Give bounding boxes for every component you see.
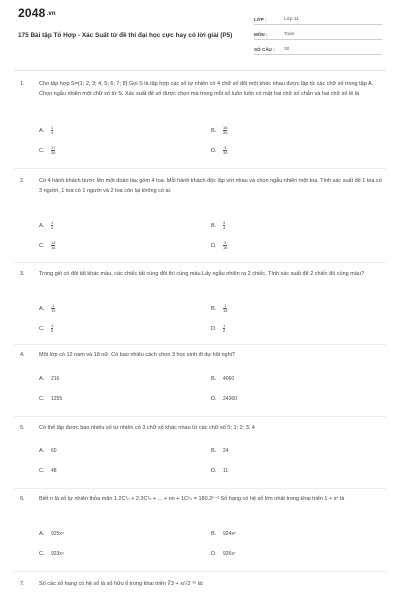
question-7 — [20, 580, 386, 590]
option-a[interactable] — [39, 221, 53, 230]
question-4 — [20, 351, 386, 402]
question-number: 6. — [20, 496, 25, 502]
option-value: 60 — [51, 448, 57, 454]
option-b[interactable] — [211, 304, 227, 313]
fraction-numerator: 1 — [52, 303, 55, 308]
logo-number: 2048 — [18, 6, 46, 20]
option-value: 216 — [51, 376, 60, 382]
logo-domain: .vn — [46, 11, 56, 17]
option-value: 923x⁴ — [51, 551, 64, 557]
question-number: 4. — [20, 352, 25, 358]
fraction-numerator: 1 — [51, 323, 54, 328]
question-divider — [14, 416, 386, 417]
option-b[interactable] — [211, 126, 227, 135]
option-letter: A. — [39, 448, 45, 454]
option-letter: C. — [39, 468, 45, 474]
question-text: Trong giỏ có đôi tất khác màu, các chiếc tất cùng đôi thì cùng màu.Lấy ngẫu nhiên ra 2 chiếc. Tính xác suất để 2 chiếc đó cùng màu? — [39, 271, 365, 277]
fraction — [223, 126, 227, 135]
question-stem — [20, 351, 386, 361]
question-number: 3. — [20, 271, 25, 277]
question-text: Biết n là số tự nhiên thỏa mãn 1.2C¹ₙ + 2.3C²ₙ + ... + nn + 1Cⁿₙ = 180.2ⁿ⁻² Số hạng có hệ số lớn nhất trong khai triển 1 + xⁿ là — [39, 496, 345, 502]
question-3 — [20, 270, 386, 334]
option-letter: B. — [211, 127, 217, 134]
question-stem — [20, 80, 386, 99]
fraction-numerator: 13 — [51, 240, 56, 245]
meta-label: SỐ CÂU : — [254, 47, 275, 52]
fraction-numerator: 1 — [51, 125, 54, 130]
option-letter: B. — [211, 531, 217, 537]
option-letter: C. — [39, 551, 45, 557]
option-letter: B. — [211, 222, 217, 229]
fraction — [51, 324, 53, 333]
option-a[interactable] — [39, 126, 53, 135]
fraction-denominator: 35 — [223, 150, 228, 156]
fraction-denominator: 16 — [223, 245, 228, 251]
question-5 — [20, 424, 386, 474]
meta-value: Toán — [284, 32, 295, 37]
question-divider — [14, 168, 386, 169]
option-b[interactable] — [211, 531, 236, 537]
option-c[interactable] — [39, 468, 57, 474]
fraction-numerator: 18 — [223, 125, 228, 130]
question-text: Một lớp có 12 nam và 18 nữ. Có bao nhiêu cách chọn 3 học sinh đi dự hội nghị? — [39, 352, 235, 358]
question-divider — [14, 262, 386, 263]
option-letter: C. — [39, 147, 45, 154]
option-c[interactable] — [39, 324, 53, 333]
meta-row-count — [254, 40, 382, 55]
option-letter: A. — [39, 305, 45, 312]
fraction — [223, 221, 225, 230]
option-value: 24360 — [223, 396, 237, 402]
fraction-numerator: 3 — [224, 145, 227, 150]
option-b[interactable] — [211, 221, 225, 230]
fraction-denominator: 35 — [223, 130, 228, 136]
meta-value: 30 — [284, 47, 290, 52]
header-divider — [14, 70, 386, 71]
question-divider — [14, 344, 386, 345]
option-a[interactable] — [39, 531, 64, 537]
question-number: 2. — [20, 178, 25, 184]
fraction-numerator: 1 — [224, 303, 227, 308]
fraction-denominator: 19 — [51, 308, 56, 314]
option-letter: A. — [39, 127, 45, 134]
option-d[interactable] — [211, 551, 236, 557]
option-d[interactable] — [211, 396, 237, 402]
question-6 — [20, 495, 386, 557]
option-letter: C. — [39, 325, 45, 332]
question-text: Số các số hạng có hệ số là số hữu tỉ trong khai triển ∛3 + x/√2 ¹⁵ là: — [39, 581, 204, 587]
question-number: 7. — [20, 581, 25, 587]
question-stem — [20, 270, 386, 280]
option-letter: D. — [211, 396, 217, 402]
meta-row-subject — [254, 25, 382, 40]
meta-value: Lớp 11 — [284, 17, 299, 22]
question-number: 5. — [20, 425, 25, 431]
fraction-denominator: 4 — [51, 225, 54, 231]
option-letter: A. — [39, 376, 45, 382]
question-number: 1. — [20, 81, 25, 87]
fraction — [223, 241, 227, 250]
fraction — [51, 241, 55, 250]
option-letter: C. — [39, 242, 45, 249]
option-value: 925x⁵ — [51, 531, 64, 537]
fraction-numerator: 3 — [223, 220, 226, 225]
option-d[interactable] — [211, 241, 227, 250]
option-a[interactable] — [39, 376, 59, 382]
question-divider — [14, 488, 386, 489]
fraction-denominator: 2 — [223, 328, 226, 334]
question-1 — [20, 80, 386, 156]
question-stem — [20, 580, 386, 590]
option-letter: D. — [211, 468, 217, 474]
meta-info — [254, 10, 382, 55]
option-c[interactable] — [39, 396, 62, 402]
fraction-numerator: 17 — [51, 145, 56, 150]
fraction — [51, 146, 55, 155]
page-title: 175 Bài tập Tổ Hợp - Xác Suất từ đề thi đại học cực hay có lời giải (P5) — [18, 32, 233, 39]
fraction-numerator: 1 — [51, 220, 54, 225]
option-c[interactable] — [39, 146, 55, 155]
option-letter: D. — [211, 551, 217, 557]
fraction-denominator: 4 — [51, 130, 54, 136]
option-letter: B. — [211, 376, 217, 382]
site-logo[interactable] — [18, 6, 56, 20]
option-b[interactable] — [211, 448, 229, 454]
fraction-denominator: 4 — [223, 225, 226, 231]
option-value: 4060 — [223, 376, 235, 382]
fraction — [51, 221, 53, 230]
option-value: 1255 — [51, 396, 63, 402]
option-letter: B. — [211, 448, 217, 454]
fraction-numerator: 3 — [224, 240, 227, 245]
fraction-denominator: 18 — [223, 308, 228, 314]
meta-row-grade — [254, 10, 382, 25]
header — [0, 0, 400, 64]
fraction — [223, 304, 227, 313]
question-text: Có 4 hành khách bước lên một đoàn tàu gồm 4 toa. Mỗi hành khách độc lập với nhau và chọn ngẫu nhiên một toa. Tính xác suất để 1 toa có 3 người, 1 toa có 1 người và 2 toa còn lại không có ai. — [39, 178, 382, 194]
option-letter: B. — [211, 305, 217, 312]
question-stem — [20, 424, 386, 434]
option-letter: A. — [39, 222, 45, 229]
option-value: 48 — [51, 468, 57, 474]
fraction-denominator: 5 — [51, 328, 54, 334]
option-value: 24 — [223, 448, 229, 454]
fraction-denominator: 16 — [51, 245, 56, 251]
option-letter: D. — [211, 242, 217, 249]
option-value: 924x⁶ — [223, 531, 236, 537]
option-b[interactable] — [211, 376, 234, 382]
question-stem — [20, 495, 386, 505]
option-letter: A. — [39, 531, 45, 537]
question-stem — [20, 177, 386, 196]
fraction — [223, 324, 225, 333]
option-a[interactable] — [39, 448, 57, 454]
option-letter: C. — [39, 396, 45, 402]
option-c[interactable] — [39, 241, 55, 250]
option-d[interactable] — [211, 146, 227, 155]
question-text: Có thể lập được bao nhiêu số tự nhiên có 3 chữ số khác nhau từ các chữ số 0; 1; 2; 3; 4 — [39, 425, 255, 431]
question-text: Cho tập hợp S={1; 2; 3; 4; 5; 6; 7; 8} Gọi S là tập hợp các số tự nhiên có 4 chữ số đôi một khác nhau được lập từ các chữ số trong tập A. Chọn ngẫu nhiên một chữ số từ S. Xác suất để số được chọn mà trong mỗi số luôn luôn có mặt hai chữ số chẵn và hai chữ số lẻ là — [39, 81, 374, 97]
option-letter: D. — [211, 325, 217, 332]
meta-label: MÔN : — [254, 32, 268, 37]
option-value: 926x⁷ — [223, 551, 236, 557]
fraction-denominator: 35 — [51, 150, 56, 156]
option-c[interactable] — [39, 551, 64, 557]
option-d[interactable] — [211, 324, 225, 333]
option-letter: D. — [211, 147, 217, 154]
fraction — [51, 126, 53, 135]
fraction — [51, 304, 55, 313]
fraction — [223, 146, 227, 155]
fraction-numerator: 1 — [223, 323, 226, 328]
question-divider — [14, 571, 386, 572]
option-d[interactable] — [211, 468, 228, 474]
option-value: 11 — [223, 468, 229, 474]
question-2 — [20, 177, 386, 251]
option-a[interactable] — [39, 304, 55, 313]
meta-label: LỚP : — [254, 17, 267, 22]
